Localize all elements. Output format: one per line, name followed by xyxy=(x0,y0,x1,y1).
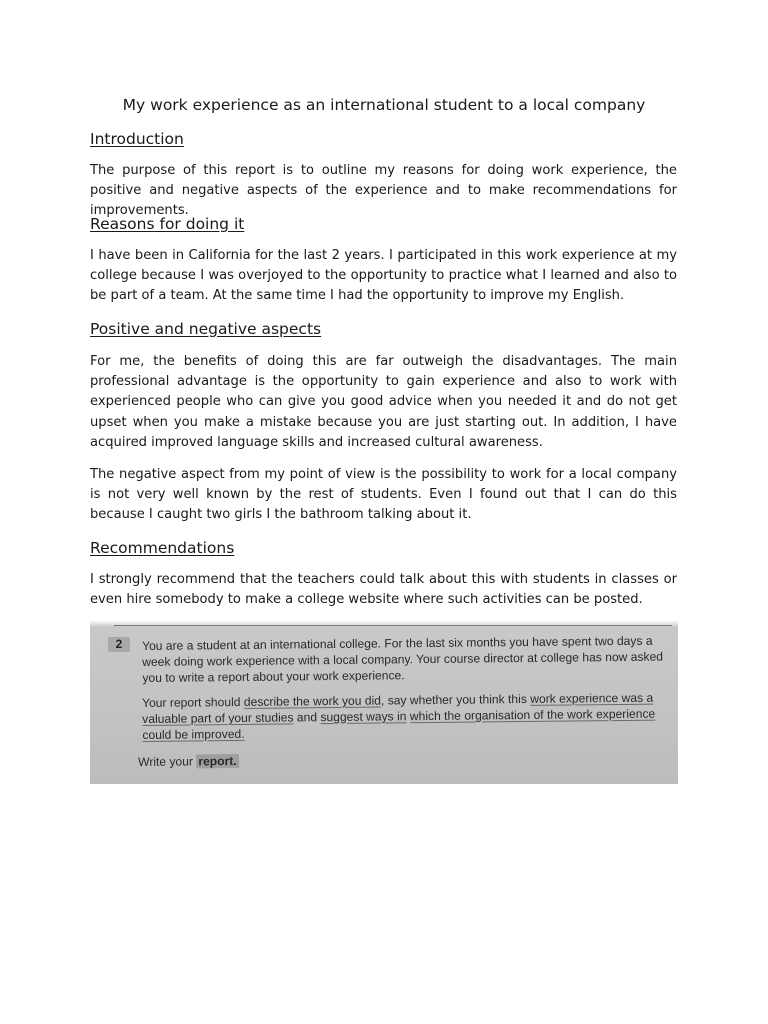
instructions-text: and xyxy=(293,710,321,725)
paragraph-reasons: I have been in California for the last 2 years. I participated in this work experience at my college because I was overjoyed to the opportunity to practice what I learned and also to be part of a team. At the same time I had the opportunity to improve my English. xyxy=(90,248,677,304)
heading-reasons: Reasons for doing it xyxy=(90,215,245,233)
task-instructions xyxy=(142,689,670,743)
instructions-underlined: work experience was a valuable part of your studies xyxy=(142,690,654,726)
paragraph-negative: The negative aspect from my point of view is the possibility to work for a local company is not very well known by the rest of students. Even I found out that I can do this because I caught two girls I the bathroom talking about it. xyxy=(90,467,677,523)
document-title: My work experience as an international student to a local company xyxy=(122,96,646,114)
instructions-text: , say whether you think this xyxy=(380,691,531,708)
task-prompt: You are a student at an international college. For the last six months you have spent two days a week doing work experience with a local company. Your course director at college has now asked you to write a report about your work experience. xyxy=(142,633,664,685)
task-final-line xyxy=(138,748,666,770)
heading-positive-negative: Positive and negative aspects xyxy=(90,320,322,338)
report-highlight: report. xyxy=(198,753,237,769)
task-photo xyxy=(90,620,678,784)
paragraph-introduction: The purpose of this report is to outline my reasons for doing work experience, the positive and negative aspects of the experience and to make recommendations for improvements. xyxy=(90,163,677,219)
instructions-underlined: suggest ways in xyxy=(320,709,407,725)
task-number-badge: 2 xyxy=(108,637,130,652)
instructions-text: Your report should xyxy=(142,694,244,710)
photo-rule-line xyxy=(114,625,672,626)
instructions-underlined: describe the work you did xyxy=(243,693,382,709)
heading-recommendations: Recommendations xyxy=(90,539,235,557)
paragraph-recommendations: I strongly recommend that the teachers could talk about this with students in classes or even hire somebody to make a college website where such activities can be posted. xyxy=(90,572,677,608)
instructions-underlined: which the organisation of the work experience could be improved. xyxy=(142,706,656,742)
final-line-text: Write your xyxy=(138,754,197,769)
heading-introduction: Introduction xyxy=(90,130,184,148)
paragraph-positive: For me, the benefits of doing this are far outweigh the disadvantages. The main professional advantage is the opportunity to gain experience and also to work with experienced people who can give you good advice when you needed it and do not get upset when you make a mistake because you are just starting out. In addition, I have acquired improved language skills and increased cultural awareness. xyxy=(90,354,677,450)
